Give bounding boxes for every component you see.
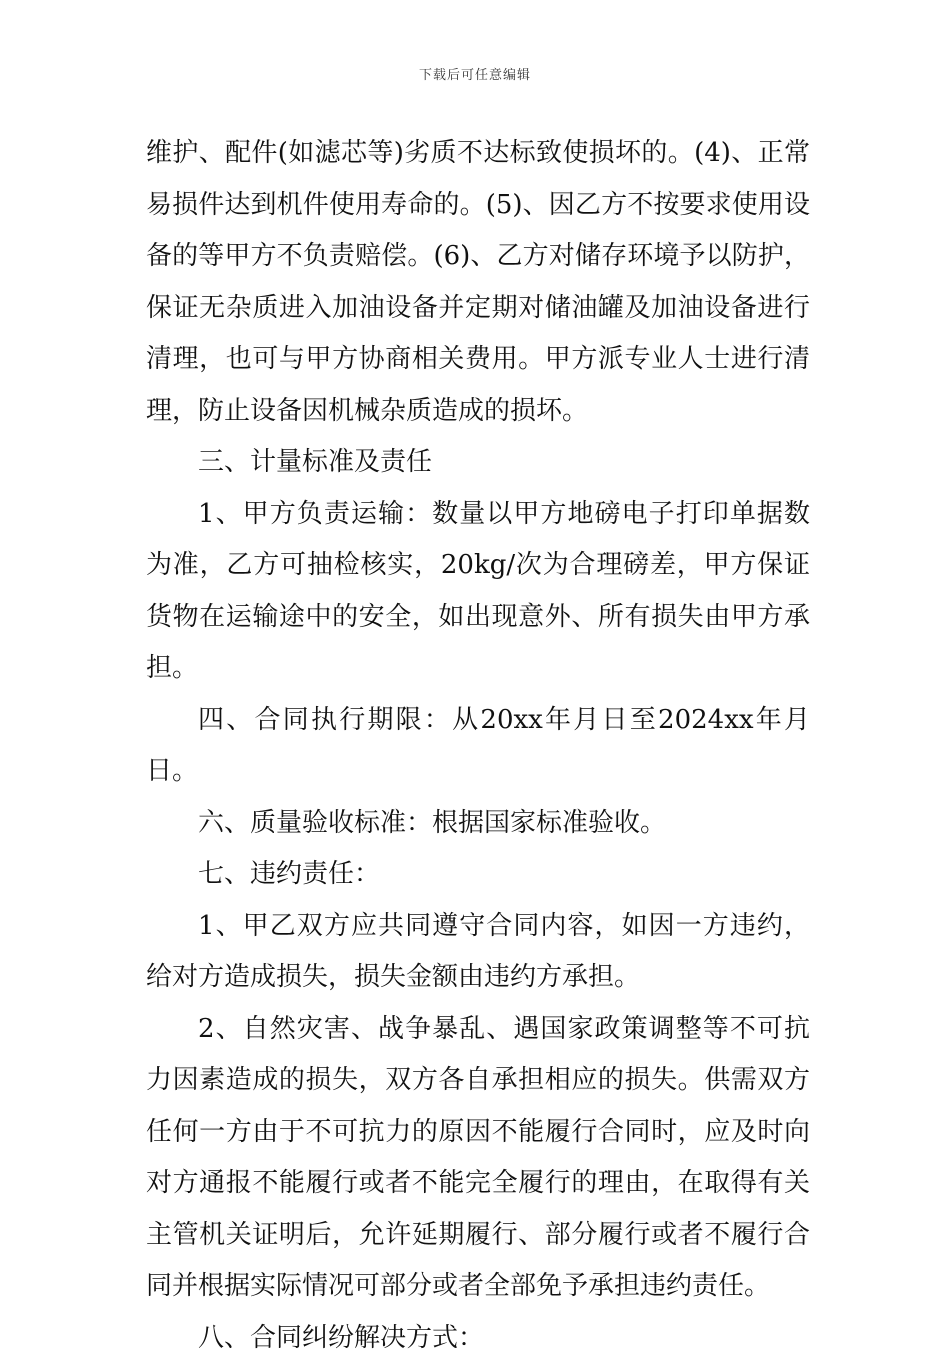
document-body bbox=[146, 128, 810, 1364]
paragraph-transport-responsibility: 1、甲方负责运输：数量以甲方地磅电子打印单据数为准，乙方可抽检核实，20kg/次为合理磅差，甲方保证货物在运输途中的安全，如出现意外、所有损失由甲方承担。 bbox=[146, 489, 810, 695]
paragraph-quality-acceptance: 六、质量验收标准：根据国家标准验收。 bbox=[146, 798, 810, 850]
heading-dispute-resolution: 八、合同纠纷解决方式： bbox=[146, 1313, 810, 1364]
page-header-note: 下载后可任意编辑 bbox=[0, 64, 950, 83]
paragraph-maintenance-terms: 维护、配件(如滤芯等)劣质不达标致使损坏的。(4)、正常易损件达到机件使用寿命的。(5)、因乙方不按要求使用设备的等甲方不负责赔偿。(6)、乙方对储存环境予以防护，保证无杂质进入加油设备并定期对储油罐及加油设备进行清理，也可与甲方协商相关费用。甲方派专业人士进行清理，防止设备因机械杂质造成的损坏。 bbox=[146, 128, 810, 437]
paragraph-force-majeure: 2、自然灾害、战争暴乱、遇国家政策调整等不可抗力因素造成的损失，双方各自承担相应的损失。供需双方任何一方由于不可抗力的原因不能履行合同时，应及时向对方通报不能履行或者不能完全履行的理由，在取得有关主管机关证明后，允许延期履行、部分履行或者不履行合同并根据实际情况可部分或者全部免予承担违约责任。 bbox=[146, 1004, 810, 1313]
paragraph-contract-term: 四、合同执行期限：从20xx年月日至2024xx年月日。 bbox=[146, 695, 810, 798]
paragraph-breach-clause-1: 1、甲乙双方应共同遵守合同内容，如因一方违约，给对方造成损失，损失金额由违约方承担。 bbox=[146, 901, 810, 1004]
heading-breach-liability: 七、违约责任： bbox=[146, 849, 810, 901]
heading-measurement-standards: 三、计量标准及责任 bbox=[146, 437, 810, 489]
